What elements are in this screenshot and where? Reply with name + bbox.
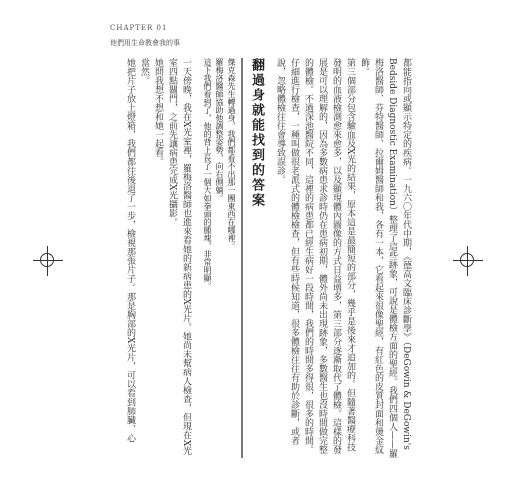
body-paragraph-4: 她問我想不想和她一起看。 <box>153 58 163 166</box>
callout-box <box>201 58 243 458</box>
body-paragraph-6: 她把片子放上燈箱，我們都往後退了一步，檢視那張片子。那是胸部的X光片，可以看到肺臟、心 <box>125 58 135 443</box>
body-paragraph-3: 一天傍晚，我在X光室裡，羅梅洛醫師也進來看她的新病患的X光片。她尚未幫病人檢查，但現在X光室四點關門，之前先讓病患完成X光攝影。 <box>167 58 191 456</box>
running-header <box>110 24 180 48</box>
chapter-title: 他們用生命教會我的事 <box>110 39 180 47</box>
body-paragraph-2: 第三個部分包含驗血及X光的結果，原本這是最簡短的部分，幾乎是後來才追加的。但隨著醫療科技發明的血液檢測愈來愈多，以及顯現體內圖像的方式日益增多，第三部分逐漸取代了體檢。這樣的發展是可以理解的，因為多數病患求診時仍在患病初期，體外尚未出現跡象，多數醫生也沒時間做完整的體檢。不過深池醫院不同，這裡的病患都已經生病好一段時間，我們的時間多得很，很多的時間。仔細進行檢查，一種叫做很老派式的體檢檢查，但有些時候知道，很多體檢往往有助於診斷，或者說，忽略體檢往往會導致誤診。 <box>275 58 355 454</box>
crop-mark-right <box>453 246 483 276</box>
callout-line-3: 這下我們看到了，他的背上長了一個大如拳頭的腫塊，非常明顯。 <box>203 58 212 290</box>
callout-line-1: 傑克森先生轉過身，我們都看不出那一團東西在哪裡。 <box>227 58 236 250</box>
section-heading: 翻過身就能找到的答案 <box>249 58 264 208</box>
crop-mark-left <box>33 246 63 276</box>
callout-line-2: 羅梅洛醫師協助他調整姿勢，向右側躺。 <box>215 58 224 202</box>
page-body <box>108 58 413 458</box>
chapter-label: CHAPTER 01 <box>110 24 168 32</box>
body-paragraph-5: 當然。 <box>139 58 149 85</box>
body-paragraph-1: 都能指向或顯示特定的疾病。一九六〇年代中期，《德高文臨床診斷學》（DeGowin & DeGowin's Bedside Diagnostic Examination）整理了這些跡象，可說是體檢方面的聖經。我們四個人——羅梅洛醫師、芬特醫師、拉爾姆醫師和我，各有一本，它看起來很像聖經，有紅色的皮質封面和燙金紋飾。 <box>359 58 411 458</box>
